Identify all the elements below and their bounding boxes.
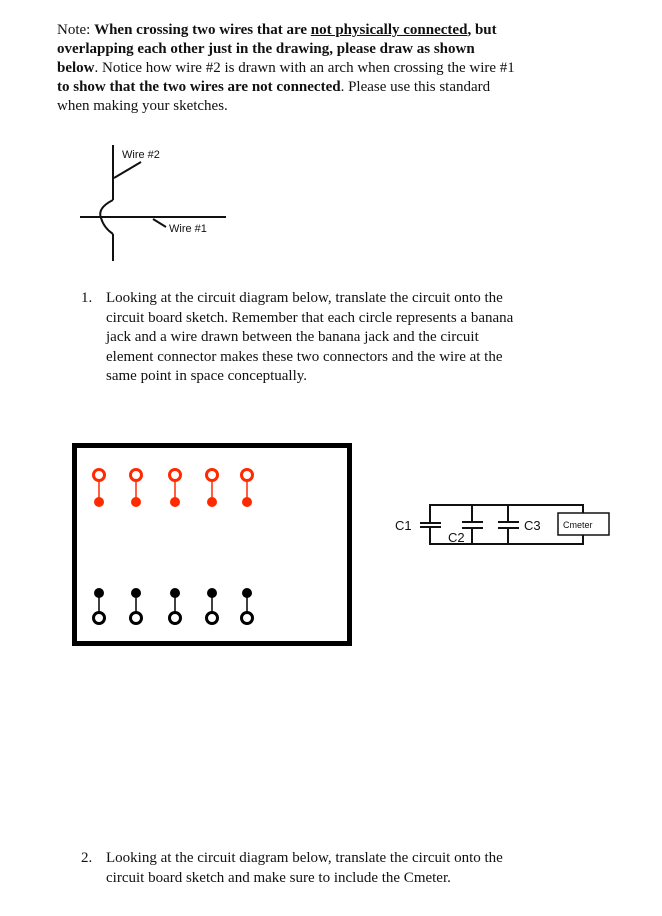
question-1-line: Looking at the circuit diagram below, translate the circuit onto the: [106, 290, 503, 306]
cmeter-label: Cmeter: [563, 520, 593, 530]
red-connector: [170, 497, 180, 507]
black-connector: [242, 588, 252, 598]
banana-jacks: [94, 470, 253, 624]
wire-crossing-diagram: [80, 145, 226, 261]
question-1-line: jack and a wire drawn between the banana jack and the circuit: [106, 329, 479, 345]
wire-2-label-leader: [114, 162, 141, 178]
black-connector: [207, 588, 217, 598]
wire-1-label-leader: [153, 219, 166, 227]
black-connector: [94, 588, 104, 598]
black-connector: [131, 588, 141, 598]
black-banana-jack: [207, 613, 218, 624]
red-connector: [207, 497, 217, 507]
red-banana-jack: [94, 470, 105, 481]
question-2-line: Looking at the circuit diagram below, translate the circuit onto the: [106, 850, 503, 866]
note-text: . Please use this standard: [340, 79, 491, 95]
question-1-line: circuit board sketch. Remember that each circle represents a banana: [106, 309, 514, 326]
red-connector: [242, 497, 252, 507]
note-text: . Notice how wire #2 is drawn with an arch when crossing the wire #1: [94, 60, 515, 76]
wire-2-label: Wire #2: [122, 149, 160, 161]
c3-label: C3: [524, 518, 541, 533]
red-connector: [131, 497, 141, 507]
note-bold-text: overlapping each other just in the drawing, please draw as shown: [57, 41, 475, 57]
question-1-number: 1.: [81, 290, 93, 306]
note-bold-text: to show that the two wires are not connected: [57, 79, 341, 95]
note-bold-text: , but: [467, 22, 497, 38]
note-prefix: Note:: [57, 22, 95, 38]
black-banana-jack: [94, 613, 105, 624]
red-banana-jack: [207, 470, 218, 481]
note-bold-text: When crossing two wires that are: [94, 22, 311, 38]
c1-label: C1: [395, 518, 412, 533]
black-banana-jack: [170, 613, 181, 624]
question-2-number: 2.: [81, 850, 93, 866]
red-banana-jack: [170, 470, 181, 481]
note-text: when making your sketches.: [57, 98, 228, 114]
note-underlined-text: not physically connected: [310, 22, 468, 38]
wire-1-label: Wire #1: [169, 223, 207, 235]
question-1-line: same point in space conceptually.: [106, 368, 308, 384]
red-connector: [94, 497, 104, 507]
c2-label: C2: [448, 530, 465, 545]
top-wire: [430, 505, 583, 523]
question-1-line: element connector makes these two connectors and the wire at the: [106, 348, 503, 365]
question-2-line: circuit board sketch and make sure to include the Cmeter.: [106, 869, 451, 886]
black-banana-jack: [131, 613, 142, 624]
note-bold-text: below: [57, 60, 95, 76]
red-banana-jack: [131, 470, 142, 481]
red-banana-jack: [242, 470, 253, 481]
black-banana-jack: [242, 613, 253, 624]
black-connector: [170, 588, 180, 598]
